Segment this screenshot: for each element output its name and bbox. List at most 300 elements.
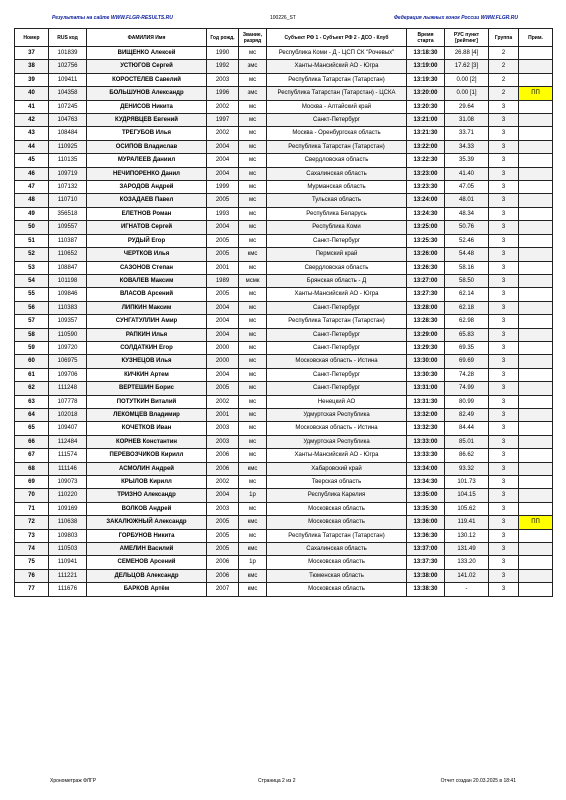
cell-group: 3	[489, 274, 519, 287]
cell-number: 75	[15, 556, 49, 569]
cell-start-time: 13:35:30	[407, 502, 445, 515]
cell-birth-year: 1993	[207, 207, 239, 220]
cell-group: 3	[489, 462, 519, 475]
cell-group: 3	[489, 502, 519, 515]
cell-rank: мс	[239, 261, 267, 274]
cell-subject: Удмуртская Республика	[267, 435, 407, 448]
cell-rus-code: 111574	[49, 449, 87, 462]
federation-site-link[interactable]: Федерация лыжных гонок России WWW.FLGR.RU	[394, 15, 518, 21]
cell-note	[519, 100, 553, 113]
cell-rank: мс	[239, 328, 267, 341]
cell-rank: мс	[239, 449, 267, 462]
cell-start-time: 13:25:00	[407, 221, 445, 234]
cell-subject: Тверская область	[267, 476, 407, 489]
cell-name: КОРНЕВ Константин	[87, 435, 207, 448]
cell-number: 67	[15, 449, 49, 462]
cell-start-time: 13:24:30	[407, 207, 445, 220]
cell-rating: 69.69	[445, 355, 489, 368]
cell-subject: Республика Коми	[267, 221, 407, 234]
cell-subject: Республика Коми - Д - ЦСП СК "Рочевых"	[267, 47, 407, 60]
table-row	[15, 100, 553, 113]
cell-rating: 0.00 [2]	[445, 73, 489, 86]
cell-rating: 58.50	[445, 274, 489, 287]
cell-subject: Республика Татарстан (Татарстан)	[267, 140, 407, 153]
table-row	[15, 583, 553, 596]
table-row	[15, 248, 553, 261]
cell-start-time: 13:29:30	[407, 341, 445, 354]
cell-name: ДЕЛЬЦОВ Александр	[87, 569, 207, 582]
cell-group: 3	[489, 315, 519, 328]
cell-number: 46	[15, 167, 49, 180]
cell-group: 3	[489, 127, 519, 140]
cell-note	[519, 301, 553, 314]
cell-rus-code: 109720	[49, 341, 87, 354]
cell-note	[519, 261, 553, 274]
cell-start-time: 13:29:00	[407, 328, 445, 341]
table-row	[15, 476, 553, 489]
cell-rating: 31.08	[445, 114, 489, 127]
cell-birth-year: 2002	[207, 476, 239, 489]
cell-rank: 1р	[239, 556, 267, 569]
cell-rating: 54.48	[445, 248, 489, 261]
cell-rating: 62.18	[445, 301, 489, 314]
cell-start-time: 13:18:30	[407, 47, 445, 60]
cell-rank: кмс	[239, 516, 267, 529]
cell-rank: кмс	[239, 569, 267, 582]
cell-birth-year: 2005	[207, 248, 239, 261]
cell-rus-code: 109357	[49, 315, 87, 328]
table-row	[15, 569, 553, 582]
cell-subject: Республика Татарстан (Татарстан)	[267, 529, 407, 542]
table-row	[15, 395, 553, 408]
cell-birth-year: 1996	[207, 87, 239, 100]
table-row	[15, 315, 553, 328]
cell-rus-code: 110925	[49, 140, 87, 153]
cell-subject: Московская область - Истина	[267, 422, 407, 435]
cell-note	[519, 248, 553, 261]
cell-note	[519, 341, 553, 354]
cell-start-time: 13:32:00	[407, 408, 445, 421]
cell-name: СОЛДАТКИН Егор	[87, 341, 207, 354]
cell-rating: 0.00 [1]	[445, 87, 489, 100]
table-row	[15, 60, 553, 73]
cell-group: 2	[489, 47, 519, 60]
cell-rating: 86.62	[445, 449, 489, 462]
cell-rank: кмс	[239, 543, 267, 556]
cell-group: 3	[489, 529, 519, 542]
cell-number: 52	[15, 248, 49, 261]
cell-rating: 104.15	[445, 489, 489, 502]
cell-name: ВЕРТЕШИН Борис	[87, 382, 207, 395]
cell-start-time: 13:33:00	[407, 435, 445, 448]
cell-rank: мс	[239, 181, 267, 194]
cell-rank: мс	[239, 221, 267, 234]
cell-number: 56	[15, 301, 49, 314]
cell-group: 3	[489, 476, 519, 489]
cell-subject: Москва - Оренбургская область	[267, 127, 407, 140]
cell-group: 3	[489, 543, 519, 556]
cell-rus-code: 109073	[49, 476, 87, 489]
footer-report-date: Отчет создан 20.03.2025 в 18:41	[440, 778, 516, 784]
cell-rank: мс	[239, 194, 267, 207]
cell-birth-year: 1997	[207, 114, 239, 127]
cell-rating: 74.28	[445, 368, 489, 381]
table-row	[15, 449, 553, 462]
cell-rank: мс	[239, 100, 267, 113]
cell-rank: мс	[239, 315, 267, 328]
cell-birth-year: 2004	[207, 221, 239, 234]
cell-name: ПОТУТКИН Виталий	[87, 395, 207, 408]
cell-subject: Санкт-Петербург	[267, 341, 407, 354]
cell-number: 47	[15, 181, 49, 194]
cell-start-time: 13:37:30	[407, 556, 445, 569]
cell-birth-year: 2004	[207, 368, 239, 381]
cell-subject: Брянская область - Д	[267, 274, 407, 287]
cell-start-time: 13:33:30	[407, 449, 445, 462]
cell-subject: Сахалинская область	[267, 167, 407, 180]
cell-birth-year: 2005	[207, 288, 239, 301]
cell-rus-code: 110135	[49, 154, 87, 167]
cell-name: ДЕНИСОВ Никита	[87, 100, 207, 113]
cell-rus-code: 110638	[49, 516, 87, 529]
cell-rus-code: 111146	[49, 462, 87, 475]
cell-start-time: 13:23:30	[407, 181, 445, 194]
cell-rank: мс	[239, 167, 267, 180]
table-header-row	[15, 29, 553, 47]
cell-subject: Санкт-Петербург	[267, 368, 407, 381]
cell-birth-year: 2002	[207, 127, 239, 140]
cell-group: 3	[489, 341, 519, 354]
cell-note	[519, 114, 553, 127]
cell-rating: 29.64	[445, 100, 489, 113]
cell-note	[519, 181, 553, 194]
cell-birth-year: 1992	[207, 60, 239, 73]
cell-note	[519, 435, 553, 448]
cell-name: НЕЧИПОРЕНКО Данил	[87, 167, 207, 180]
cell-start-time: 13:24:00	[407, 194, 445, 207]
cell-rank: кмс	[239, 583, 267, 596]
cell-rus-code: 109169	[49, 502, 87, 515]
cell-number: 59	[15, 341, 49, 354]
cell-start-time: 13:22:00	[407, 140, 445, 153]
table-row	[15, 355, 553, 368]
col-header-rating: РУС пункт [рейтинг]	[445, 29, 489, 47]
cell-note	[519, 73, 553, 86]
cell-rus-code: 104358	[49, 87, 87, 100]
col-header-subject: Субъект РФ 1 - Субъект РФ 2 - ДСО - Клуб	[267, 29, 407, 47]
cell-subject: Ненецкий АО	[267, 395, 407, 408]
cell-group: 3	[489, 382, 519, 395]
cell-rus-code: 111676	[49, 583, 87, 596]
cell-start-time: 13:30:00	[407, 355, 445, 368]
cell-note	[519, 382, 553, 395]
cell-rus-code: 102756	[49, 60, 87, 73]
cell-number: 45	[15, 154, 49, 167]
cell-rank: мс	[239, 395, 267, 408]
table-row	[15, 435, 553, 448]
cell-start-time: 13:31:00	[407, 382, 445, 395]
cell-rus-code: 108847	[49, 261, 87, 274]
cell-rating: 131.49	[445, 543, 489, 556]
cell-birth-year: 2000	[207, 341, 239, 354]
cell-number: 49	[15, 207, 49, 220]
cell-start-time: 13:19:00	[407, 60, 445, 73]
table-row	[15, 288, 553, 301]
cell-rating: 84.44	[445, 422, 489, 435]
cell-birth-year: 2000	[207, 355, 239, 368]
cell-name: КОЧЕТКОВ Иван	[87, 422, 207, 435]
cell-birth-year: 2003	[207, 422, 239, 435]
cell-number: 54	[15, 274, 49, 287]
cell-name: ТРЕГУБОВ Илья	[87, 127, 207, 140]
cell-rating: 48.34	[445, 207, 489, 220]
cell-number: 43	[15, 127, 49, 140]
cell-birth-year: 2004	[207, 315, 239, 328]
cell-birth-year: 2005	[207, 234, 239, 247]
cell-rating: 62.98	[445, 315, 489, 328]
cell-rus-code: 110710	[49, 194, 87, 207]
cell-name: ТРИЗНО Александр	[87, 489, 207, 502]
cell-rating: 34.33	[445, 140, 489, 153]
cell-birth-year: 2002	[207, 100, 239, 113]
col-header-rank: Звание, разряд	[239, 29, 267, 47]
cell-birth-year: 2003	[207, 435, 239, 448]
cell-birth-year: 2001	[207, 261, 239, 274]
cell-rus-code: 110220	[49, 489, 87, 502]
cell-rank: мс	[239, 288, 267, 301]
cell-rank: мс	[239, 207, 267, 220]
table-row	[15, 73, 553, 86]
cell-subject: Тюменская область	[267, 569, 407, 582]
table-row	[15, 543, 553, 556]
cell-rating: 105.62	[445, 502, 489, 515]
cell-name: МУРАЛЕЕВ Даниил	[87, 154, 207, 167]
cell-name: КОРОСТЕЛЕВ Савелий	[87, 73, 207, 86]
cell-rank: мс	[239, 154, 267, 167]
cell-name: КРЫЛОВ Кирилл	[87, 476, 207, 489]
table-row	[15, 382, 553, 395]
cell-number: 51	[15, 234, 49, 247]
cell-rus-code: 108484	[49, 127, 87, 140]
cell-birth-year: 2006	[207, 449, 239, 462]
cell-rank: мс	[239, 73, 267, 86]
cell-start-time: 13:27:30	[407, 288, 445, 301]
protocol-code: 100226_ST	[270, 15, 296, 21]
cell-note	[519, 60, 553, 73]
cell-birth-year: 2005	[207, 516, 239, 529]
footer-timing: Хронометраж ФЛГР	[50, 778, 97, 784]
cell-group: 3	[489, 140, 519, 153]
cell-birth-year: 1989	[207, 274, 239, 287]
cell-number: 64	[15, 408, 49, 421]
table-row	[15, 234, 553, 247]
cell-birth-year: 2006	[207, 462, 239, 475]
cell-start-time: 13:37:00	[407, 543, 445, 556]
cell-name: ВОЛКОВ Андрей	[87, 502, 207, 515]
cell-rank: 1р	[239, 489, 267, 502]
cell-rank: мс	[239, 435, 267, 448]
cell-name: ЛЕКОМЦЕВ Владимир	[87, 408, 207, 421]
cell-group: 3	[489, 181, 519, 194]
cell-subject: Пермский край	[267, 248, 407, 261]
cell-name: КУЗНЕЦОВ Илья	[87, 355, 207, 368]
cell-number: 50	[15, 221, 49, 234]
cell-subject: Москва - Алтайский край	[267, 100, 407, 113]
cell-rank: мс	[239, 382, 267, 395]
cell-note	[519, 529, 553, 542]
cell-name: УСТЮГОВ Сергей	[87, 60, 207, 73]
cell-note	[519, 569, 553, 582]
table-row	[15, 207, 553, 220]
cell-birth-year: 2003	[207, 502, 239, 515]
cell-birth-year: 2004	[207, 154, 239, 167]
cell-number: 70	[15, 489, 49, 502]
cell-rating: 130.12	[445, 529, 489, 542]
cell-name: ЛИПКИН Максим	[87, 301, 207, 314]
cell-rating: 93.32	[445, 462, 489, 475]
cell-name: ВИЩЕНКО Алексей	[87, 47, 207, 60]
cell-name: ЕЛЕТНОВ Роман	[87, 207, 207, 220]
cell-group: 3	[489, 516, 519, 529]
cell-name: КУДРЯВЦЕВ Евгений	[87, 114, 207, 127]
cell-number: 48	[15, 194, 49, 207]
cell-start-time: 13:36:00	[407, 516, 445, 529]
cell-name: РУДЫЙ Егор	[87, 234, 207, 247]
table-row	[15, 556, 553, 569]
results-site-link[interactable]: Результаты на сайте WWW.FLGR-RESULTS.RU	[52, 15, 173, 21]
table-row	[15, 194, 553, 207]
cell-rank: кмс	[239, 462, 267, 475]
cell-rank: мс	[239, 476, 267, 489]
cell-note	[519, 543, 553, 556]
cell-rank: змс	[239, 60, 267, 73]
cell-note	[519, 583, 553, 596]
cell-start-time: 13:32:30	[407, 422, 445, 435]
cell-rating: -	[445, 583, 489, 596]
cell-rus-code: 107778	[49, 395, 87, 408]
cell-group: 3	[489, 234, 519, 247]
col-header-start-time: Время старта	[407, 29, 445, 47]
cell-start-time: 13:27:00	[407, 274, 445, 287]
cell-note	[519, 422, 553, 435]
cell-rating: 33.71	[445, 127, 489, 140]
cell-note	[519, 234, 553, 247]
cell-group: 3	[489, 583, 519, 596]
cell-rus-code: 107132	[49, 181, 87, 194]
cell-birth-year: 2004	[207, 301, 239, 314]
cell-number: 41	[15, 100, 49, 113]
table-row	[15, 127, 553, 140]
cell-birth-year: 2002	[207, 395, 239, 408]
cell-subject: Республика Татарстан (Татарстан) - ЦСКА	[267, 87, 407, 100]
cell-rus-code: 110387	[49, 234, 87, 247]
cell-note	[519, 476, 553, 489]
cell-rating: 133.20	[445, 556, 489, 569]
cell-subject: Московская область	[267, 556, 407, 569]
cell-number: 38	[15, 60, 49, 73]
cell-group: 2	[489, 73, 519, 86]
cell-name: КОЗАДАЕВ Павел	[87, 194, 207, 207]
cell-start-time: 13:25:30	[407, 234, 445, 247]
cell-rating: 69.35	[445, 341, 489, 354]
cell-number: 44	[15, 140, 49, 153]
cell-subject: Хабаровский край	[267, 462, 407, 475]
cell-rating: 62.14	[445, 288, 489, 301]
cell-note	[519, 47, 553, 60]
cell-note	[519, 274, 553, 287]
col-header-number: Номер	[15, 29, 49, 47]
cell-subject: Республика Беларусь	[267, 207, 407, 220]
cell-number: 66	[15, 435, 49, 448]
cell-group: 3	[489, 207, 519, 220]
cell-start-time: 13:30:30	[407, 368, 445, 381]
table-row	[15, 274, 553, 287]
cell-number: 60	[15, 355, 49, 368]
cell-birth-year: 2006	[207, 569, 239, 582]
cell-number: 39	[15, 73, 49, 86]
cell-group: 3	[489, 221, 519, 234]
cell-rating: 80.99	[445, 395, 489, 408]
col-header-note: Прим.	[519, 29, 553, 47]
cell-number: 72	[15, 516, 49, 529]
cell-group: 2	[489, 60, 519, 73]
cell-rating: 50.76	[445, 221, 489, 234]
cell-birth-year: 2005	[207, 382, 239, 395]
cell-number: 77	[15, 583, 49, 596]
cell-subject: Сахалинская область	[267, 543, 407, 556]
cell-rus-code: 101198	[49, 274, 87, 287]
cell-rating: 58.16	[445, 261, 489, 274]
cell-subject: Республика Татарстан (Татарстан)	[267, 315, 407, 328]
cell-rating: 74.99	[445, 382, 489, 395]
cell-rus-code: 106975	[49, 355, 87, 368]
cell-group: 3	[489, 422, 519, 435]
cell-name: ЗАКАЛЮЖНЫЙ Александр	[87, 516, 207, 529]
cell-number: 63	[15, 395, 49, 408]
cell-rating: 48.01	[445, 194, 489, 207]
table-row	[15, 489, 553, 502]
cell-number: 53	[15, 261, 49, 274]
cell-note	[519, 167, 553, 180]
cell-rating: 26.88 [4]	[445, 47, 489, 60]
cell-rating: 141.02	[445, 569, 489, 582]
cell-rank: кмс	[239, 248, 267, 261]
col-header-rus-code: RUS код	[49, 29, 87, 47]
cell-subject: Санкт-Петербург	[267, 382, 407, 395]
cell-start-time: 13:34:00	[407, 462, 445, 475]
cell-note	[519, 556, 553, 569]
cell-subject: Свердловская область	[267, 261, 407, 274]
cell-subject: Удмуртская Республика	[267, 408, 407, 421]
start-list-table	[14, 28, 553, 597]
table-row	[15, 516, 553, 529]
cell-start-time: 13:22:30	[407, 154, 445, 167]
cell-note: ПП	[519, 516, 553, 529]
cell-subject: Санкт-Петербург	[267, 234, 407, 247]
cell-rank: мсмк	[239, 274, 267, 287]
cell-group: 3	[489, 449, 519, 462]
cell-group: 3	[489, 167, 519, 180]
table-row	[15, 47, 553, 60]
cell-start-time: 13:20:30	[407, 100, 445, 113]
cell-number: 71	[15, 502, 49, 515]
table-row	[15, 368, 553, 381]
cell-name: КИЧКИН Артем	[87, 368, 207, 381]
cell-rating: 41.40	[445, 167, 489, 180]
cell-note	[519, 328, 553, 341]
table-row	[15, 529, 553, 542]
cell-rating: 52.46	[445, 234, 489, 247]
